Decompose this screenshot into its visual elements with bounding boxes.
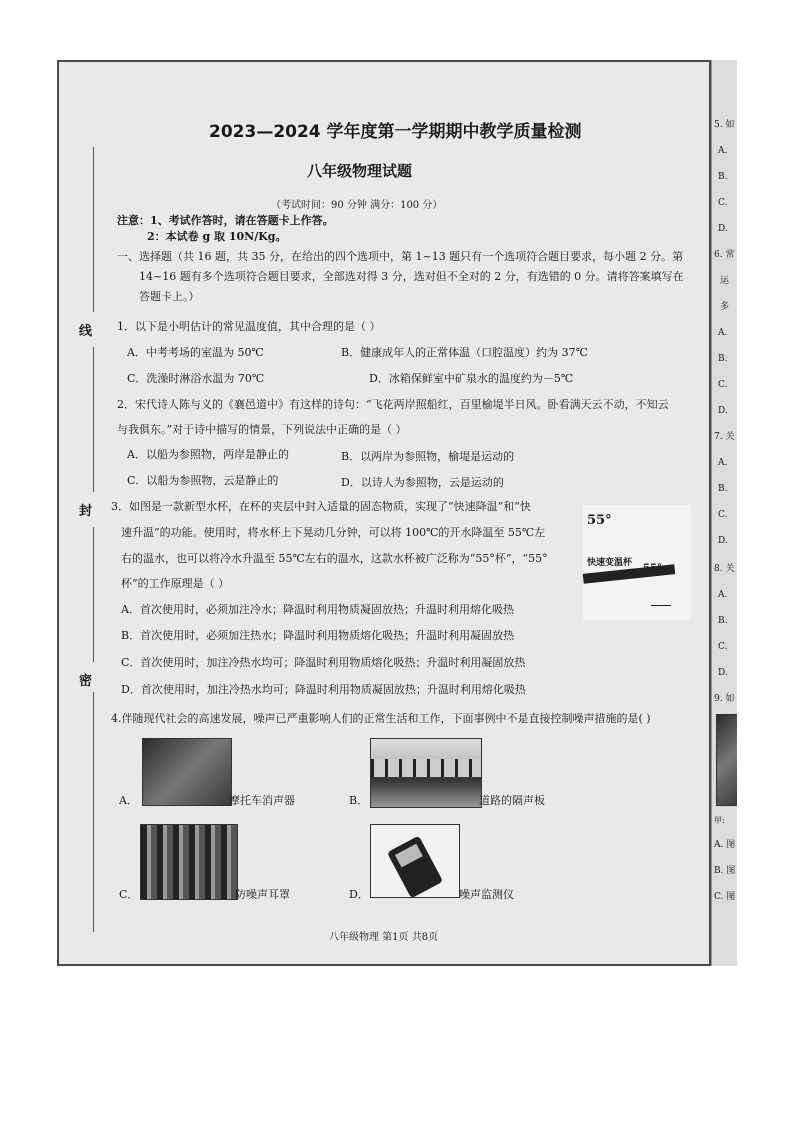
section1-line-2: 14~16 题有多个选项符合题目要求，全部选对得 3 分，选对但不全对的 2 分，有选错的 0 分。请将答案填写在 (139, 270, 684, 283)
q2-option-a: A．以船为参照物，两岸是静止的 (127, 448, 289, 461)
cup-image (583, 505, 691, 620)
rp-item: A. (718, 590, 728, 600)
q1-option-a: A．中考考场的室温为 50℃ (127, 346, 264, 359)
margin-line-top (93, 147, 94, 312)
rp-item: C. (718, 642, 728, 652)
rp-item: D. (718, 406, 728, 416)
rp-item: 多 (720, 302, 730, 312)
exam-subtitle: 八年级物理试题 (307, 162, 413, 180)
q2-option-c: C．以船为参照物，云是静止的 (127, 474, 279, 487)
noise-meter-screen (395, 844, 423, 868)
rp-item: D. (718, 224, 728, 234)
rp-item: A. 图 (714, 840, 736, 850)
rp-item: 8. 关 (714, 564, 735, 574)
note-line-1: 注意：1、考试作答时，请在答题卡上作答。 (117, 214, 334, 227)
rp-item: 甲: (714, 816, 725, 825)
q4-label-b: 道路的隔声板 (479, 794, 545, 807)
q4-label-a: 摩托车消声器 (229, 794, 295, 807)
rp-item: B. 图 (714, 866, 736, 876)
motorcycle-muffler-image (142, 738, 232, 806)
margin-seal-char: 封 (79, 504, 93, 519)
q4-letter-b: B． (349, 794, 369, 807)
rp-figure (716, 714, 737, 806)
q4-letter-a: A． (119, 794, 138, 807)
q3-stem-4: 杯”的工作原理是（ ） (121, 577, 230, 590)
margin-line-lower (93, 527, 94, 662)
q1-option-d: D．冰箱保鲜室中矿泉水的温度约为－5℃ (369, 372, 574, 385)
q4-stem: 4.伴随现代社会的高速发展，噪声已严重影响人们的正常生活和工作，下面事例中不是直接控制噪声措施的是( ) (111, 712, 651, 725)
cup-number-side: 55° (643, 563, 662, 574)
road-sound-barrier-image (370, 738, 482, 808)
q4-letter-c: C． (119, 888, 139, 901)
margin-line-middle (93, 347, 94, 492)
q3-option-a: A．首次使用时，必须加注冷水；降温时利用物质凝固放热；升温时利用熔化吸热 (121, 603, 514, 616)
exam-info: （考试时间：90 分钟 满分：100 分） (271, 200, 443, 211)
page-footer: 八年级物理 第1页 共8页 (329, 932, 439, 943)
cup-number-top: 55° (587, 513, 612, 528)
rp-item: C. 图 (714, 892, 736, 902)
q4-letter-d: D． (349, 888, 369, 901)
rp-item: D. (718, 536, 728, 546)
note-line-2: 2：本试卷 g 取 10N/Kg。 (147, 230, 287, 243)
q3-stem-3: 右的温水，也可以将冷水升温至 55℃左右的温水，这款水杯被广泛称为“55°杯”，“55° (121, 552, 548, 565)
rp-item: C. (718, 510, 728, 520)
rp-item: C. (718, 198, 728, 208)
q3-stem-1: 3．如图是一款新型水杯，在杯的夹层中封入适量的固态物质，实现了“快速降温”和“快 (111, 500, 531, 513)
rp-item: A. (718, 458, 728, 468)
q3-option-c: C．首次使用时，加注冷热水均可；降温时利用物质熔化吸热；升温时利用凝固放热 (121, 656, 526, 669)
next-page-edge (711, 60, 737, 966)
rp-item: D. (718, 668, 728, 678)
q2-stem-1: 2．宋代诗人陈与义的《襄邑道中》有这样的诗句：“飞花两岸照船红，百里榆堤半日风。卧看满天云不动，不知云 (117, 398, 669, 411)
margin-line-bottom (93, 692, 94, 932)
q2-option-d: D．以诗人为参照物，云是运动的 (341, 476, 504, 489)
margin-secret-char: 密 (79, 674, 93, 689)
margin-line-char: 线 (79, 324, 93, 339)
cup-mark (651, 605, 671, 606)
rp-item: 5. 如 (714, 120, 735, 130)
rp-item: B. (718, 616, 728, 626)
q4-label-c: 防噪声耳罩 (235, 888, 290, 901)
section1-line-1: 一、选择题（共 16 题，共 35 分，在给出的四个选项中，第 1~13 题只有一个选项符合题目要求，每小题 2 分。第 (117, 250, 684, 263)
q1-option-c: C．洗澡时淋浴水温为 70℃ (127, 372, 265, 385)
rp-item: B. (718, 172, 728, 182)
scanned-photo (57, 60, 737, 966)
rp-item: A. (718, 328, 728, 338)
noise-meter-image (370, 824, 460, 898)
q1-stem: 1．以下是小明估计的常见温度值，其中合理的是（ ） (117, 320, 381, 333)
q3-option-b: B．首次使用时，必须加注热水；降温时利用物质熔化吸热；升温时利用凝固放热 (121, 629, 515, 642)
rp-item: 9. 如 (714, 694, 735, 704)
rp-item: 7. 关 (714, 432, 735, 442)
rp-item: B. (718, 484, 728, 494)
rp-item: A. (718, 146, 728, 156)
factory-earmuff-image (140, 824, 238, 900)
q3-stem-2: 速升温”的功能。使用时，将水杯上下晃动几分钟，可以将 100℃的开水降温至 55℃左 (121, 526, 546, 539)
q1-option-b: B．健康成年人的正常体温（口腔温度）约为 37℃ (341, 346, 588, 359)
q2-stem-2: 与我俱东。”对于诗中描写的情景，下列说法中正确的是（ ） (117, 423, 407, 436)
q3-option-d: D．首次使用时，加注冷热水均可；降温时利用物质凝固放热；升温时利用熔化吸热 (121, 683, 526, 696)
noise-meter-device (387, 836, 443, 899)
rp-item: 6. 常 (714, 250, 735, 260)
rp-item: B. (718, 354, 728, 364)
rp-item: C. (718, 380, 728, 390)
exam-title: 2023—2024 学年度第一学期期中教学质量检测 (209, 122, 582, 142)
exam-paper (59, 62, 709, 964)
q2-option-b: B．以两岸为参照物，榆堤是运动的 (341, 450, 515, 463)
section1-line-3: 答题卡上。） (139, 290, 200, 303)
rp-item: 运 (720, 276, 730, 286)
cup-label: 快速变温杯 (587, 558, 633, 568)
q4-label-d: 噪声监测仪 (459, 888, 514, 901)
